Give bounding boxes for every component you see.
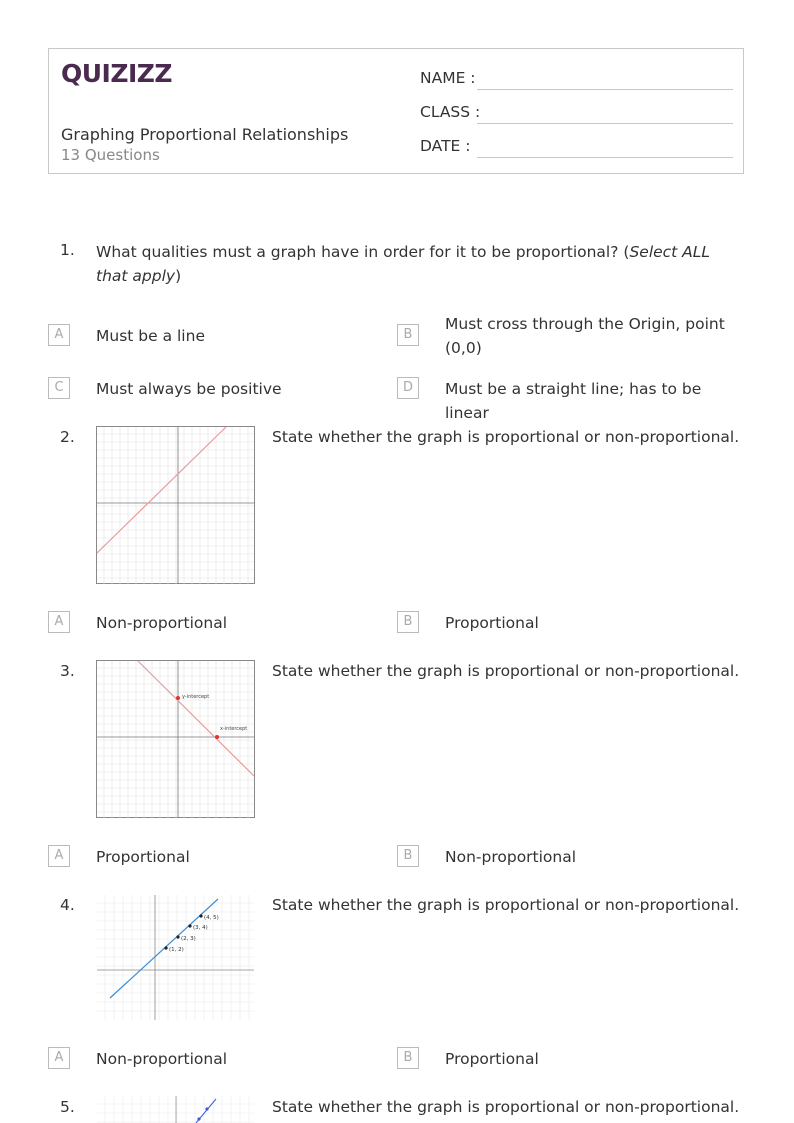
class-line[interactable] [477, 123, 733, 124]
quizizz-logo: QUIZIZZ [61, 59, 173, 88]
question-2-number: 2. [60, 428, 75, 446]
q4-point-2-3 [176, 935, 179, 938]
q1-option-d-text: Must be a straight line; has to be linear [445, 380, 702, 422]
q4-label-2-3: (2, 3) [181, 936, 196, 942]
q4-option-a-text: Non-proportional [96, 1050, 228, 1068]
q4-label-3-4: (3, 4) [193, 925, 208, 931]
name-label: NAME : [420, 69, 476, 87]
q2-option-b-box[interactable]: B [397, 611, 419, 633]
question-1-text-main: What qualities must a graph have in order for it to be proportional? ( [96, 243, 630, 261]
date-line[interactable] [477, 157, 733, 158]
q5-point-1 [205, 1107, 208, 1110]
question-1-text-italic: Select ALL that apply [96, 243, 711, 285]
q1-option-c-text: Must always be positive [96, 380, 282, 398]
q3-x-intercept-label: x-intercept [220, 726, 248, 732]
q3-option-b-text: Non-proportional [445, 848, 577, 866]
q4-point-4-5 [199, 914, 202, 917]
question-5-text: State whether the graph is proportional or non-proportional. [272, 1098, 740, 1116]
q4-option-a-box[interactable]: A [48, 1047, 70, 1069]
q2-option-a-text: Non-proportional [96, 614, 228, 632]
question-1-text-end: ) [175, 267, 182, 285]
q3-y-intercept-label: y-intercept [182, 694, 210, 700]
question-2-text: State whether the graph is proportional or non-proportional. [272, 428, 740, 446]
q1-option-b-box[interactable]: B [397, 324, 419, 346]
q1-option-d-box[interactable]: D [397, 377, 419, 399]
q2-option-b-text: Proportional [445, 614, 539, 632]
question-1-number: 1. [60, 241, 75, 259]
q4-point-1-2 [164, 946, 167, 949]
question-4-graph [96, 894, 256, 1022]
q3-option-b-box[interactable]: B [397, 845, 419, 867]
q5-point-2 [197, 1117, 200, 1120]
question-3-number: 3. [60, 662, 75, 680]
q1-option-c-box[interactable]: C [48, 377, 70, 399]
question-4-text: State whether the graph is proportional or non-proportional. [272, 896, 740, 914]
question-5-number: 5. [60, 1098, 75, 1116]
q3-y-intercept-point [176, 696, 180, 700]
question-1-text [96, 240, 716, 288]
q4-axes [97, 895, 254, 1020]
q4-grid [97, 895, 254, 1020]
q4-option-b-text: Proportional [445, 1050, 539, 1068]
name-line[interactable] [477, 89, 733, 90]
q3-x-intercept-point [215, 735, 219, 739]
question-2-graph [96, 426, 256, 586]
question-3-text: State whether the graph is proportional or non-proportional. [272, 662, 740, 680]
q4-label-4-5: (4, 5) [204, 915, 219, 921]
question-4-number: 4. [60, 896, 75, 914]
q1-option-a-text: Must be a line [96, 327, 205, 345]
q2-option-a-box[interactable]: A [48, 611, 70, 633]
q4-line [110, 899, 218, 998]
question-3-graph [96, 660, 256, 820]
worksheet-title: Graphing Proportional Relationships [61, 125, 349, 144]
q1-option-a-box[interactable]: A [48, 324, 70, 346]
worksheet-header [48, 48, 744, 174]
q4-option-b-box[interactable]: B [397, 1047, 419, 1069]
q4-point-3-4 [188, 924, 191, 927]
q1-option-b-text: Must cross through the Origin, point (0,0) [445, 315, 725, 357]
date-label: DATE : [420, 137, 471, 155]
q3-option-a-text: Proportional [96, 848, 190, 866]
q3-option-a-box[interactable]: A [48, 845, 70, 867]
question-5-graph [96, 1095, 256, 1123]
question-count: 13 Questions [61, 146, 160, 164]
q5-grid [97, 1096, 254, 1123]
q4-label-1-2: (1, 2) [169, 947, 184, 953]
class-label: CLASS : [420, 103, 481, 121]
